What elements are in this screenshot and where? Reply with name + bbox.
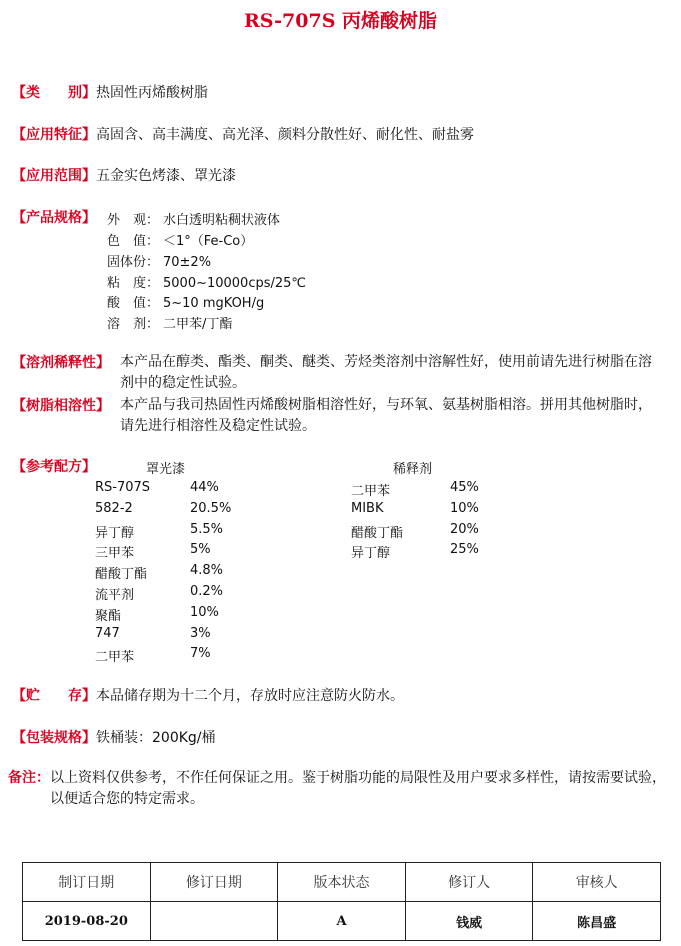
specs-label-row xyxy=(12,207,96,227)
header-creation-date: 制订日期 xyxy=(23,863,151,902)
scope-value: 五金实色烤漆、罩光漆 xyxy=(96,168,236,184)
packaging-row xyxy=(12,727,216,747)
formula-label-row xyxy=(12,456,96,476)
clearcoat-ingredient-pct: 4.8% xyxy=(190,563,224,579)
clearcoat-ingredient-name: 醋酸丁酯 xyxy=(95,567,148,583)
header-version-status: 版本状态 xyxy=(278,863,406,902)
solvent-dilution-text: 本产品在醇类、酯类、酮类、醚类、芳烃类溶剂中溶解性好，使用前请先进行树脂在溶剂中的稳定性试验。 xyxy=(120,354,652,391)
thinner-title: 稀释剂 xyxy=(393,462,433,477)
thinner-ingredient-name: 二甲苯 xyxy=(351,484,391,499)
formula-label: 【参考配方】 xyxy=(12,459,96,475)
specs-label: 【产品规格】 xyxy=(12,210,96,226)
value-revision-date xyxy=(150,902,278,941)
clearcoat-ingredient-pct: 3% xyxy=(190,625,211,641)
thinner-ingredient-pct: 10% xyxy=(450,500,479,516)
solvent-dilution-label-row xyxy=(12,352,110,372)
clearcoat-ingredient-pct: 20.5% xyxy=(190,500,232,516)
header-reviser: 修订人 xyxy=(405,863,533,902)
clearcoat-ingredient-name: 流平剂 xyxy=(95,588,135,603)
value-approver: 陈昌盛 xyxy=(533,902,661,941)
spec-viscosity: 粘 度： 5000~10000cps/25℃ xyxy=(107,276,307,291)
value-version-status: A xyxy=(278,902,406,941)
category-label: 【类 别】 xyxy=(12,85,96,101)
clearcoat-ingredient-name: 747 xyxy=(95,625,120,641)
page-title: RS-707S 丙烯酸树脂 xyxy=(243,10,438,32)
header-revision-date: 修订日期 xyxy=(150,863,278,902)
spec-solvent: 溶 剂： 二甲苯/丁酯 xyxy=(107,317,233,332)
scope-label: 【应用范围】 xyxy=(12,168,96,184)
features-value: 高固含、高丰满度、高光泽、颜料分散性好、耐化性、耐盐雾 xyxy=(96,127,474,143)
spec-appearance: 外 观： 水白透明粘稠状液体 xyxy=(107,213,281,228)
value-creation-date: 2019-08-20 xyxy=(23,902,151,941)
storage-value: 本品储存期为十二个月，存放时应注意防火防水。 xyxy=(96,688,404,704)
header-approver: 审核人 xyxy=(533,863,661,902)
resin-compat-label: 【树脂相溶性】 xyxy=(12,398,110,414)
value-reviser: 钱威 xyxy=(405,902,533,941)
clearcoat-ingredient-pct: 5% xyxy=(190,542,211,558)
note-text: 以上资料仅供参考，不作任何保证之用。鉴于树脂功能的局限性及用户要求多样性，请按需要试验，以便适合您的特定需求。 xyxy=(50,770,666,807)
clearcoat-ingredient-pct: 5.5% xyxy=(190,521,224,537)
thinner-ingredient-pct: 25% xyxy=(450,542,479,558)
features-label: 【应用特征】 xyxy=(12,127,96,143)
spec-acid-value: 酸 值： 5~10 mgKOH/g xyxy=(107,296,265,311)
clearcoat-ingredient-pct: 7% xyxy=(190,646,211,662)
solvent-dilution-label: 【溶剂稀释性】 xyxy=(12,355,110,371)
thinner-ingredient-name: MIBK xyxy=(351,500,384,516)
resin-compat-text: 本产品与我司热固性丙烯酸树脂相溶性好，与环氧、氨基树脂相溶。拼用其他树脂时，请先进行相溶性及稳定性试验。 xyxy=(120,397,652,434)
clearcoat-ingredient-name: 异丁醇 xyxy=(95,525,135,541)
packaging-value: 铁桶装：200Kg/桶 xyxy=(96,730,216,746)
revision-value-row xyxy=(23,902,661,941)
category-value: 热固性丙烯酸树脂 xyxy=(96,85,208,101)
features-row xyxy=(12,124,474,144)
category-row xyxy=(12,82,208,102)
note-label: 备注： xyxy=(8,770,50,786)
thinner-ingredient-name: 异丁醇 xyxy=(351,546,391,562)
note-block xyxy=(8,768,668,807)
clearcoat-ingredient-name: 聚酯 xyxy=(95,608,122,624)
spec-color: 色 值： ＜1°（Fe-Co） xyxy=(107,234,254,249)
scope-row xyxy=(12,165,236,185)
clearcoat-title: 罩光漆 xyxy=(146,462,186,477)
clearcoat-ingredient-name: RS-707S xyxy=(95,480,151,495)
thinner-ingredient-name: 醋酸丁酯 xyxy=(351,525,404,541)
clearcoat-ingredient-name: 582-2 xyxy=(95,500,133,516)
clearcoat-ingredient-name: 二甲苯 xyxy=(95,650,135,666)
clearcoat-ingredient-pct: 44% xyxy=(190,480,219,495)
spec-solids: 固体份： 70±2% xyxy=(107,255,212,270)
packaging-label: 【包装规格】 xyxy=(12,730,96,746)
thinner-ingredient-pct: 20% xyxy=(450,521,479,537)
revision-header-row xyxy=(23,863,661,902)
clearcoat-ingredient-pct: 0.2% xyxy=(190,584,224,599)
revision-table xyxy=(22,862,661,941)
clearcoat-ingredient-name: 三甲苯 xyxy=(95,546,135,562)
clearcoat-ingredient-pct: 10% xyxy=(190,604,219,620)
thinner-ingredient-pct: 45% xyxy=(450,480,479,495)
storage-row xyxy=(12,685,404,705)
storage-label: 【贮 存】 xyxy=(12,688,96,704)
resin-compat-label-row xyxy=(12,395,110,415)
